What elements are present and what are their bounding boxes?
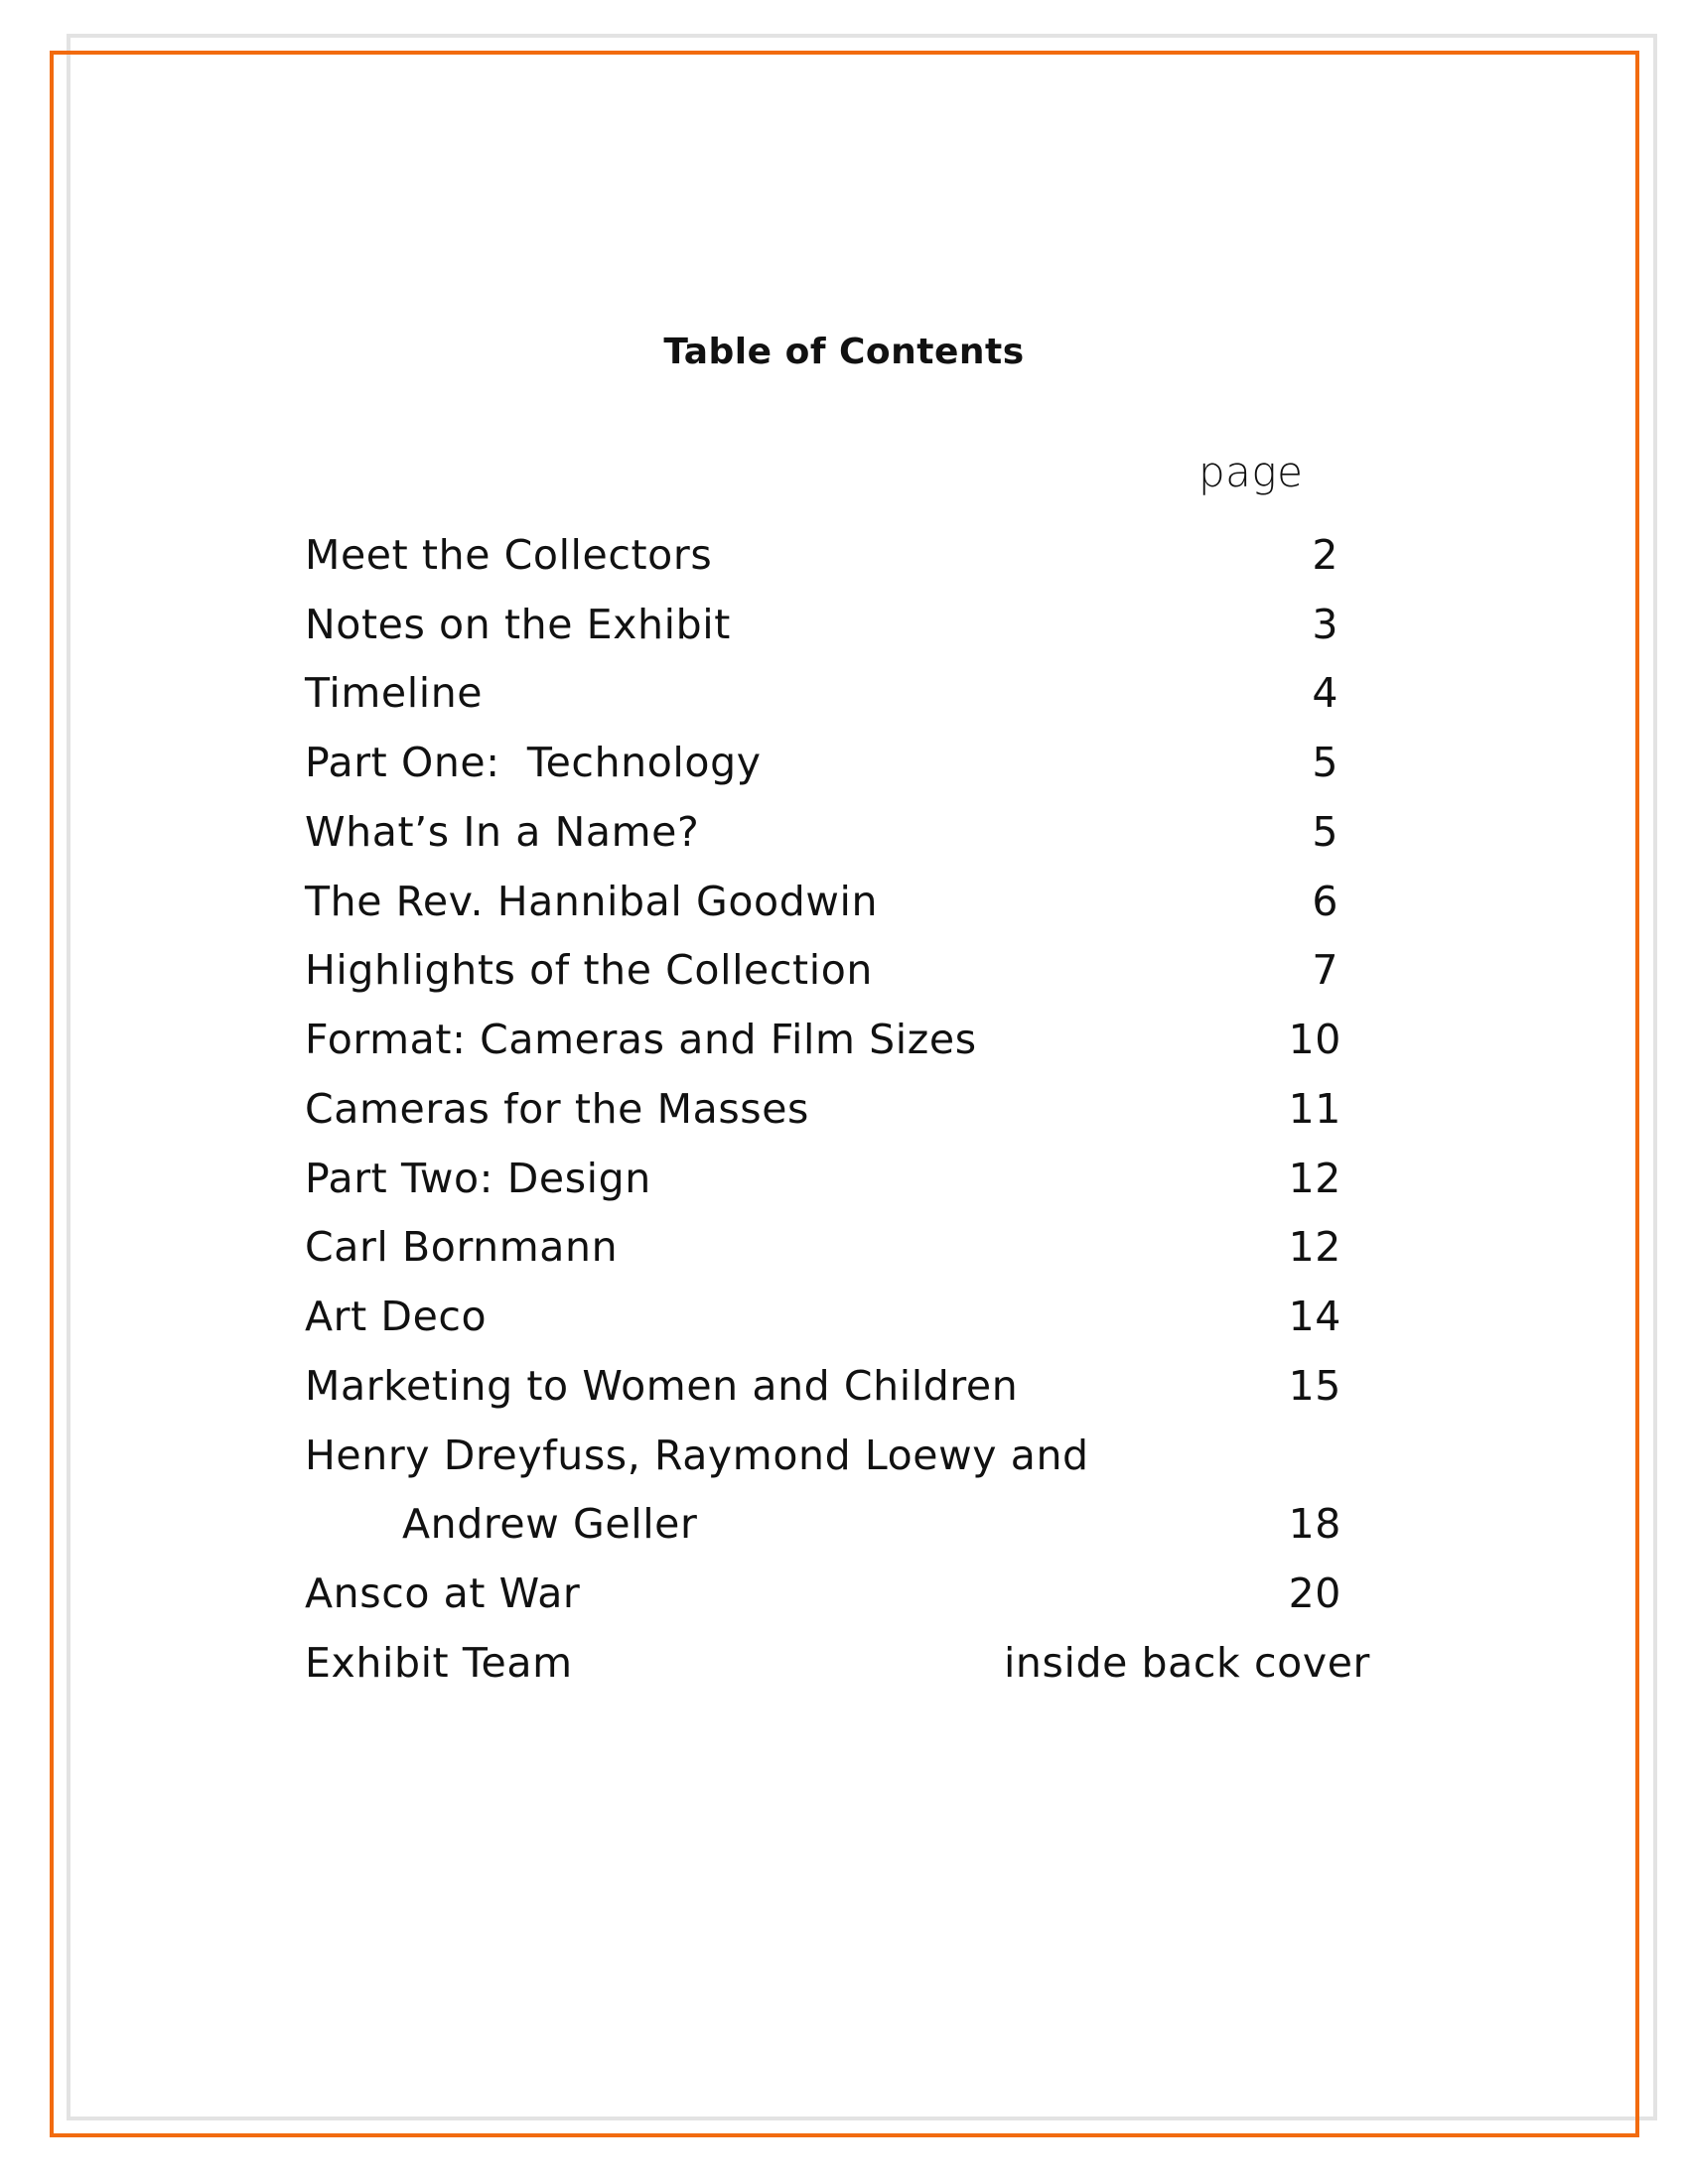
toc-entry-page: 18 bbox=[1288, 1500, 1341, 1549]
page-title: Table of Contents bbox=[663, 332, 1025, 372]
toc-entry bbox=[0, 1624, 1688, 1694]
toc-entry-label: Carl Bornmann bbox=[305, 1223, 619, 1272]
toc-entry bbox=[0, 1140, 1688, 1209]
toc-entry-page: 11 bbox=[1288, 1084, 1341, 1133]
toc-entry bbox=[0, 1417, 1688, 1486]
toc-entry-label: What’s In a Name? bbox=[305, 807, 700, 856]
toc-entry bbox=[0, 1278, 1688, 1347]
toc-entry-label: Henry Dreyfuss, Raymond Loewy and bbox=[305, 1431, 1089, 1479]
toc-entry bbox=[0, 516, 1688, 586]
toc-entry-label: The Rev. Hannibal Goodwin bbox=[305, 877, 879, 925]
toc-entry-page: 2 bbox=[1312, 530, 1338, 579]
toc-entry bbox=[0, 655, 1688, 725]
toc-entry-label: Format: Cameras and Film Sizes bbox=[305, 1016, 977, 1063]
toc-entry bbox=[0, 793, 1688, 863]
toc-entry-page: 12 bbox=[1288, 1223, 1341, 1272]
toc-entry bbox=[0, 1555, 1688, 1624]
toc-entry-page: 15 bbox=[1288, 1361, 1341, 1410]
toc-entry-page: 5 bbox=[1312, 739, 1338, 786]
toc-entry bbox=[0, 724, 1688, 793]
toc-entry bbox=[0, 1070, 1688, 1140]
toc-entry-page: 20 bbox=[1288, 1570, 1341, 1617]
table-of-contents bbox=[0, 516, 1688, 1694]
toc-entry bbox=[0, 1001, 1688, 1070]
toc-entry-page: 10 bbox=[1288, 1016, 1341, 1063]
toc-entry-label: Art Deco bbox=[305, 1293, 488, 1340]
toc-entry-continuation bbox=[0, 1486, 1688, 1556]
toc-entry-label: Exhibit Team bbox=[305, 1638, 573, 1687]
toc-entry-label: Cameras for the Masses bbox=[305, 1084, 810, 1133]
toc-entry-page: 6 bbox=[1312, 877, 1338, 925]
toc-entry-page: 7 bbox=[1312, 946, 1338, 995]
toc-entry-page: inside back cover bbox=[1003, 1638, 1370, 1687]
toc-entry bbox=[0, 586, 1688, 655]
toc-entry-label: Highlights of the Collection bbox=[305, 946, 873, 995]
toc-entry-label: Notes on the Exhibit bbox=[305, 600, 731, 648]
toc-entry-page: 3 bbox=[1312, 600, 1338, 648]
toc-entry-label: Part Two: Design bbox=[305, 1154, 651, 1202]
toc-entry-page: 5 bbox=[1312, 807, 1338, 856]
toc-entry bbox=[0, 1209, 1688, 1279]
toc-entry-label: Meet the Collectors bbox=[305, 530, 713, 579]
toc-entry-page: 14 bbox=[1288, 1293, 1341, 1340]
toc-entry-label: Ansco at War bbox=[305, 1570, 581, 1617]
toc-entry bbox=[0, 1347, 1688, 1417]
toc-entry-label: Part One: Technology bbox=[305, 739, 762, 786]
toc-entry-label: Timeline bbox=[305, 669, 484, 718]
toc-entry bbox=[0, 932, 1688, 1002]
toc-entry bbox=[0, 863, 1688, 932]
toc-entry-label: Marketing to Women and Children bbox=[305, 1361, 1019, 1410]
toc-entry-page: 12 bbox=[1288, 1154, 1341, 1202]
toc-entry-label: Andrew Geller bbox=[402, 1500, 698, 1549]
toc-entry-page: 4 bbox=[1312, 669, 1338, 718]
page-column-label: page bbox=[1198, 448, 1304, 496]
